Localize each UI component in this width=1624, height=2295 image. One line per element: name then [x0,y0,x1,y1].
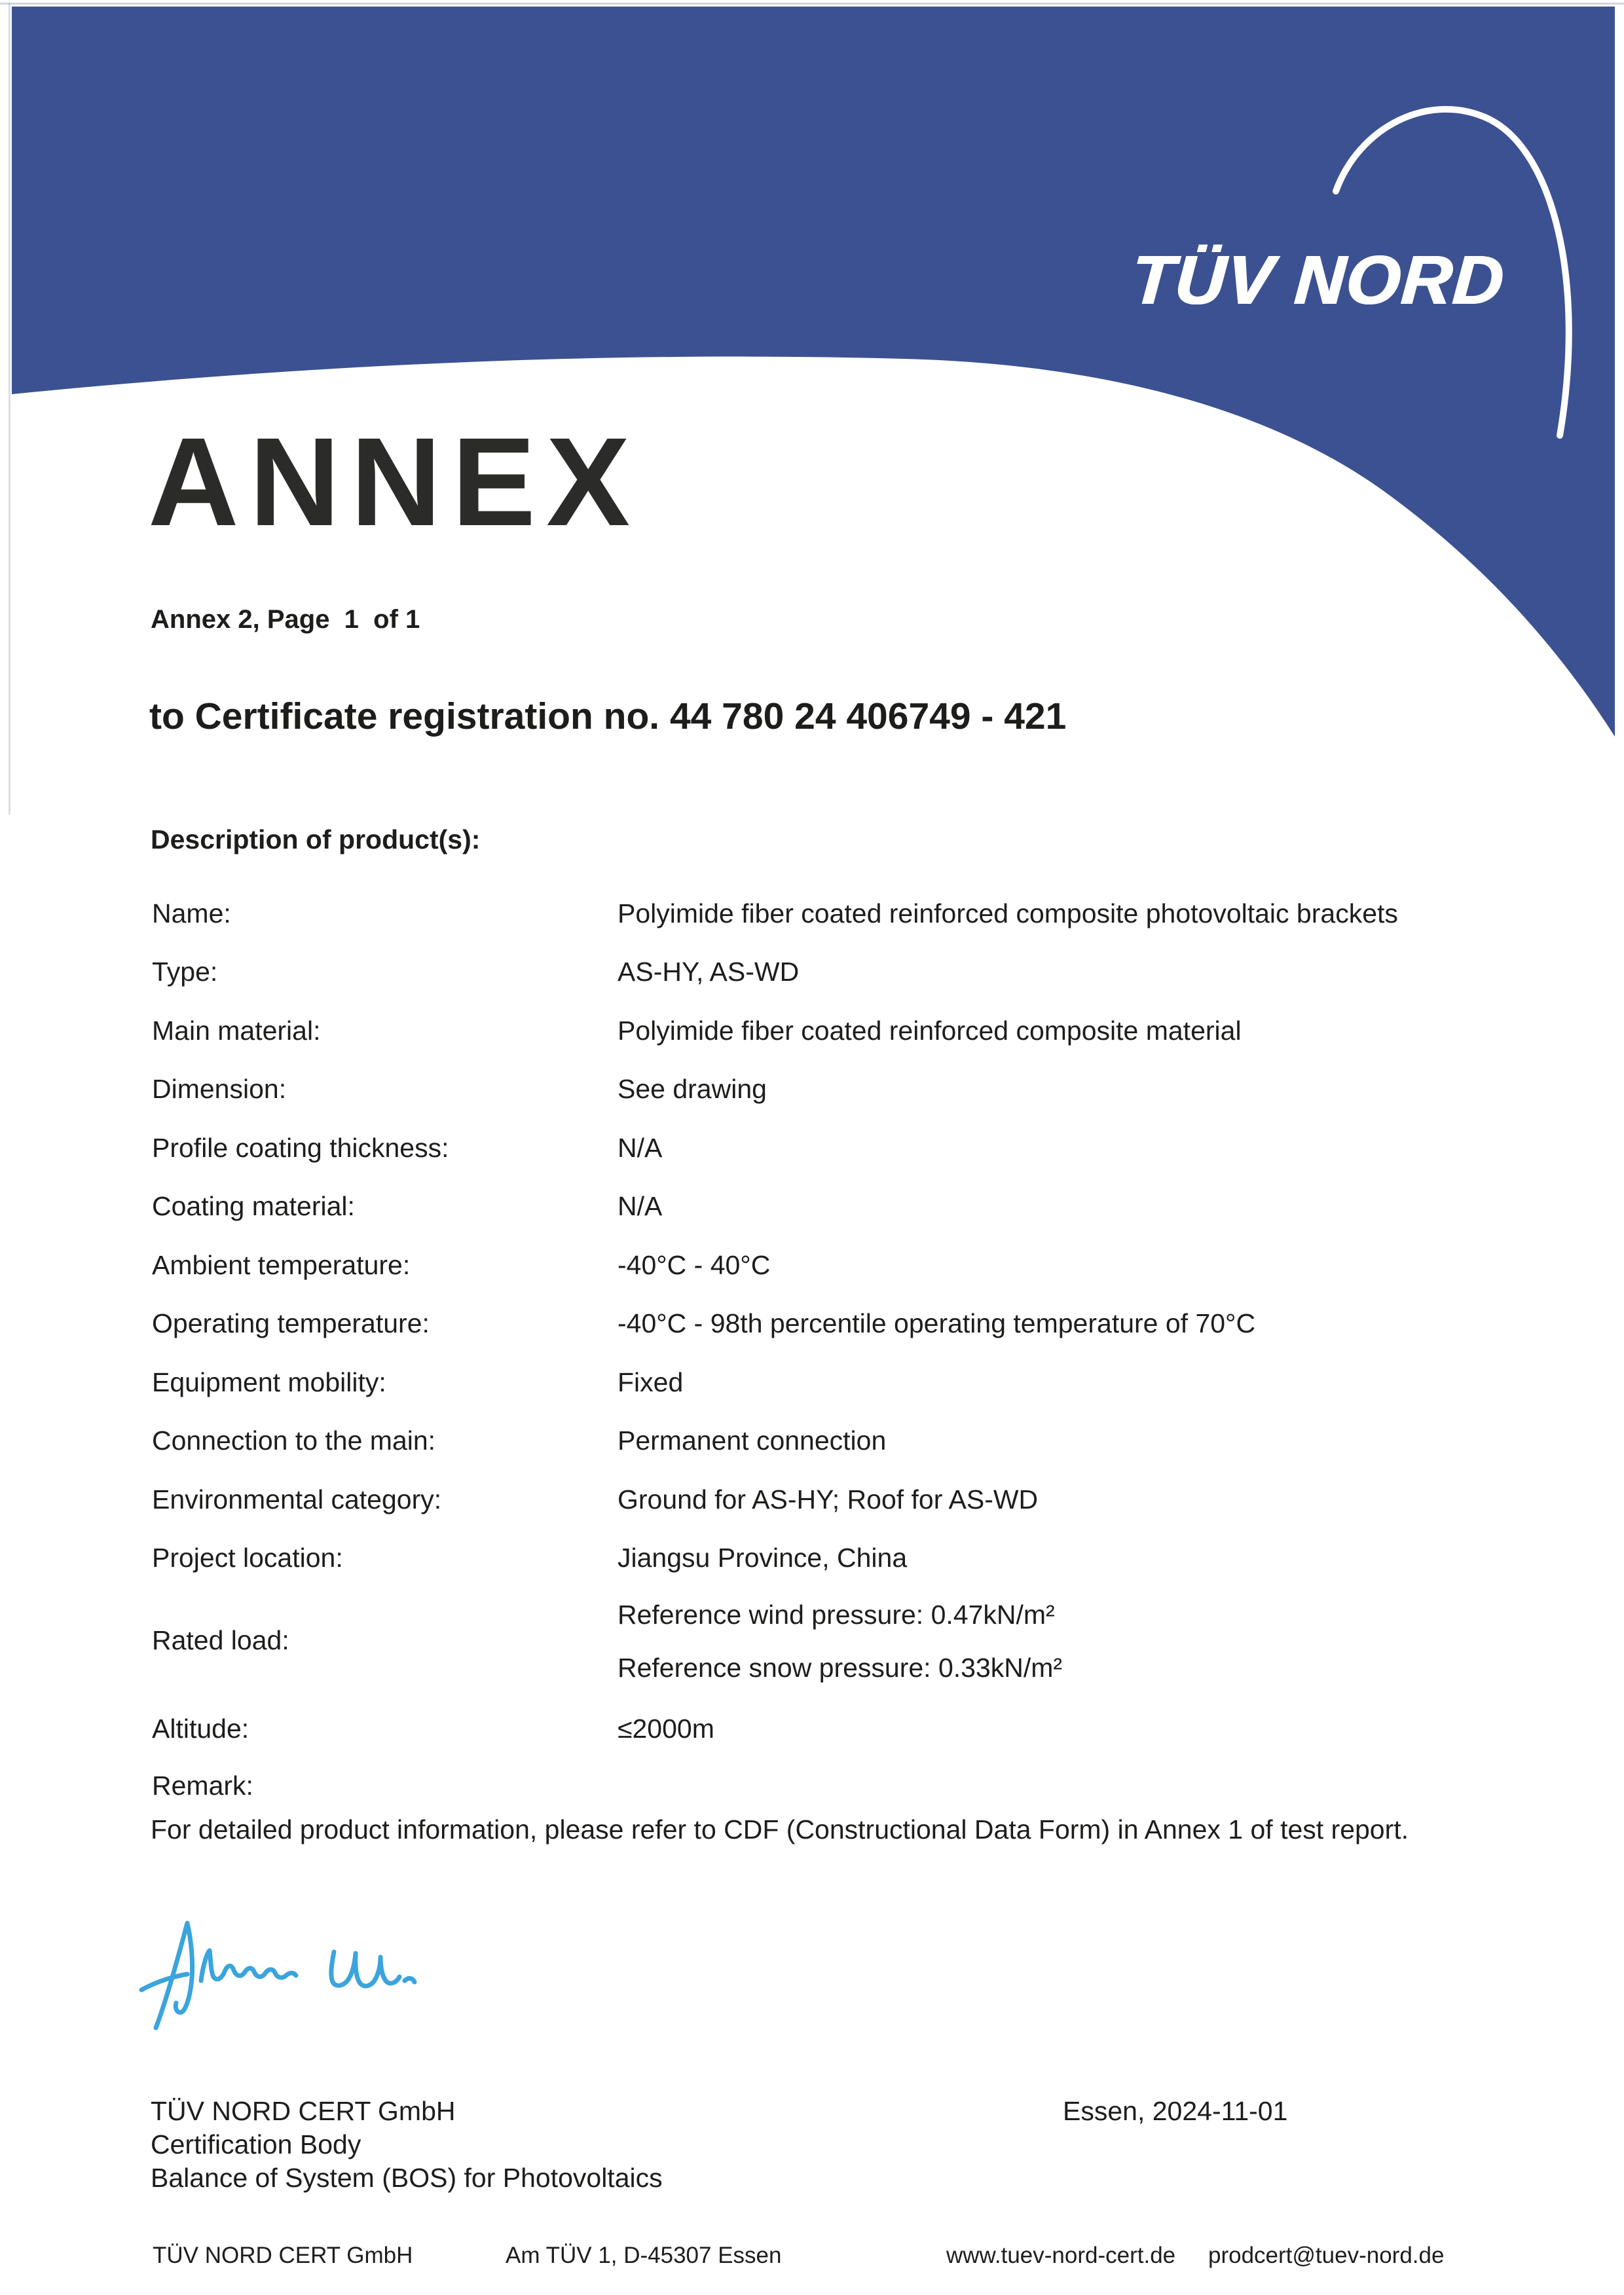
signature-stroke-crossbar [141,1974,187,1990]
row-label-profile-coating-thickness: Profile coating thickness: [152,1133,449,1163]
header-swoosh-graphic [0,0,1624,786]
row-value-operating-temperature: -40°C - 98th percentile operating temperature of 70°C [618,1308,1256,1338]
row-value-rated-load-snow: Reference snow pressure: 0.33kN/m² [618,1653,1063,1683]
row-value-altitude: ≤2000m [618,1714,714,1744]
row-value-name: Polyimide fiber coated reinforced composite photovoltaic brackets [618,898,1398,928]
row-label-equipment-mobility: Equipment mobility: [152,1367,386,1397]
annex-title: ANNEX [148,411,641,552]
signature [138,1909,465,2033]
remark-label: Remark: [152,1771,253,1801]
row-value-profile-coating-thickness: N/A [618,1133,663,1163]
row-value-coating-material: N/A [618,1191,663,1221]
legal-email: prodcert@tuev-nord.de [1208,2243,1445,2268]
signature-stroke-hamse [201,1951,296,1981]
certificate-registration-line: to Certificate registration no. 44 780 24 406749 - 421 [149,695,1067,737]
row-value-rated-load-wind: Reference wind pressure: 0.47kN/m² [618,1600,1055,1630]
row-value-dimension: See drawing [618,1074,767,1104]
row-label-ambient-temperature: Ambient temperature: [152,1250,411,1280]
row-value-connection-to-main: Permanent connection [618,1425,887,1456]
legal-website: www.tuev-nord-cert.de [946,2243,1176,2268]
row-value-ambient-temperature: -40°C - 40°C [618,1250,771,1280]
row-value-type: AS-HY, AS-WD [618,957,800,987]
row-value-environmental-category: Ground for AS-HY; Roof for AS-WD [618,1484,1039,1515]
footer-place-date: Essen, 2024-11-01 [1063,2096,1288,2126]
row-label-rated-load: Rated load: [152,1625,289,1655]
row-label-name: Name: [152,898,231,928]
description-heading: Description of product(s): [151,824,481,854]
row-label-dimension: Dimension: [152,1074,287,1104]
footer-company: TÜV NORD CERT GmbH [151,2096,456,2126]
row-label-coating-material: Coating material: [152,1191,355,1221]
row-label-environmental-category: Environmental category: [152,1484,442,1515]
row-label-operating-temperature: Operating temperature: [152,1308,430,1338]
footer-scope: Balance of System (BOS) for Photovoltaics [151,2163,663,2193]
row-label-project-location: Project location: [152,1543,343,1573]
legal-address: Am TÜV 1, D-45307 Essen [506,2243,782,2268]
remark-text: For detailed product information, please refer to CDF (Constructional Data Form) in Annex 1 of test report. [151,1814,1409,1845]
row-label-main-material: Main material: [152,1016,321,1046]
legal-company: TÜV NORD CERT GmbH [153,2243,413,2268]
row-label-altitude: Altitude: [152,1714,249,1744]
tuv-nord-logo: TÜV NORD [1128,242,1507,319]
signature-stroke-flourish [405,1978,415,1982]
signature-stroke-ues [331,1952,399,1986]
row-label-type: Type: [152,957,218,987]
row-value-main-material: Polyimide fiber coated reinforced composite material [618,1016,1242,1046]
annex-page-line: Annex 2, Page 1 of 1 [151,605,420,634]
row-label-connection-to-main: Connection to the main: [152,1425,436,1456]
row-value-equipment-mobility: Fixed [618,1367,684,1397]
footer-certification-body: Certification Body [151,2129,361,2159]
row-value-project-location: Jiangsu Province, China [618,1543,908,1573]
